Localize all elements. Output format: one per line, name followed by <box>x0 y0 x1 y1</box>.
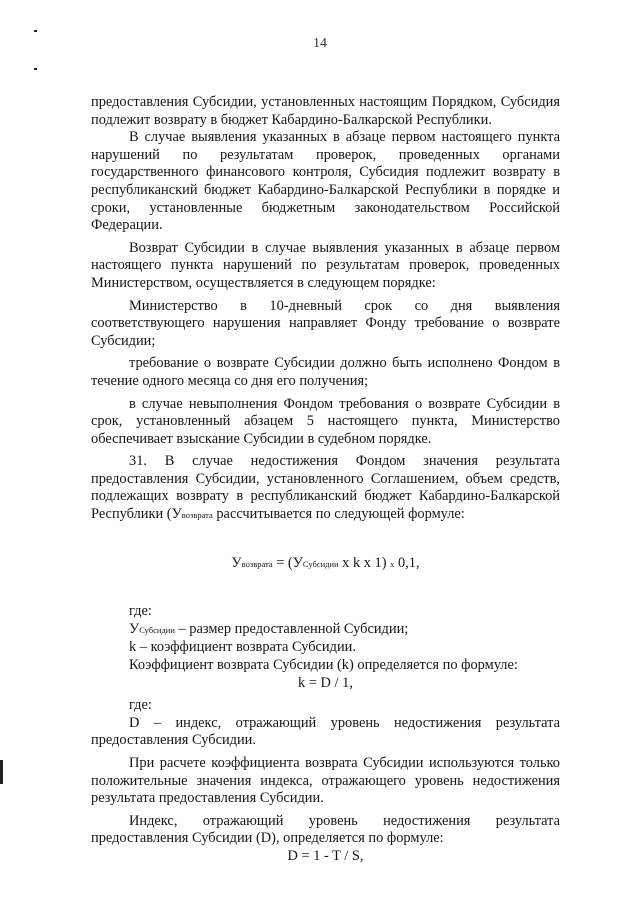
formula-index: D = 1 - T / S, <box>287 847 364 864</box>
page-number: 14 <box>313 36 327 51</box>
paragraph: требование о возврате Субсидии должно быть исполнено Фондом в течение одного месяца со дня его получения; <box>91 355 560 389</box>
paragraph: Министерство в 10-дневный срок со дня выявления соответствующего нарушения направляет Фонду требование о возврате Субсидии; <box>91 297 560 349</box>
document-body <box>91 94 560 866</box>
paragraph-31-tail: рассчитывается по следующей формуле: <box>212 506 465 523</box>
where-label: где: <box>129 697 152 714</box>
definition-symbol: У <box>129 620 140 637</box>
where-label: где: <box>129 603 152 620</box>
formula-part: x k x 1) <box>338 554 391 571</box>
subscript: возврата <box>181 510 213 521</box>
paragraph: Возврат Субсидии в случае выявления указанных в абзаце первом настоящего пункта нарушений по результатам проверок, проведенных Министерством, осуществляется в следующем порядке: <box>91 239 560 291</box>
formula-return-amount <box>91 555 560 574</box>
definition: D – индекс, отражающий уровень недостижения результата предоставления Субсидии. <box>91 714 560 749</box>
scan-mark <box>34 68 37 70</box>
definition-text: – размер предоставленной Субсидии; <box>174 620 409 637</box>
formula-symbol: У <box>231 554 242 571</box>
formula-part: = (У <box>272 554 303 571</box>
paragraph: в случае невыполнения Фондом требования о возврате Субсидии в срок, установленный абзацем 5 настоящего пункта, Министерство обеспечивает взыскание Субсидии в судебном порядке. <box>91 395 560 447</box>
scan-mark <box>0 760 3 784</box>
paragraph-31 <box>91 453 560 524</box>
formula-part: 0,1, <box>394 554 420 571</box>
paragraph: При расчете коэффициента возврата Субсидии используются только положительные значения индекса, отражающего уровень недостижения результата предоставления Субсидии. <box>91 755 560 807</box>
paragraph: Индекс, отражающий уровень недостижения результата предоставления Субсидии (D), определяется по формуле: <box>91 812 560 847</box>
definition-subscript: Субсидии <box>139 624 175 635</box>
formula-subscript: Субсидии <box>302 558 339 569</box>
coefficient-text: Коэффициент возврата Субсидии (k) определяется по формуле: <box>129 657 518 674</box>
formula-subscript: возврата <box>241 558 273 569</box>
paragraph: предоставления Субсидии, установленных настоящим Порядком, Субсидия подлежит возврату в бюджет Кабардино-Балкарской Республики. <box>91 94 560 128</box>
paragraph-31-text: 31. В случае недостижения Фондом значения результата предоставления Субсидии, установленного Соглашением, объем средств, подлежащих возврату в республиканский бюджет Кабардино-Балкарской Республики (У <box>91 453 560 523</box>
definition: k – коэффициент возврата Субсидии. <box>129 639 356 656</box>
scan-mark <box>34 30 37 32</box>
formula-part: x <box>390 558 395 569</box>
paragraph: В случае выявления указанных в абзаце первом настоящего пункта нарушений по результатам проверок, проведенных органами государственного финансового контроля, Субсидия подлежит возврату в республиканский бюджет Кабардино-Балкарской Республики в порядке и сроки, установленные бюджетным законодательством Российской Федерации. <box>91 129 560 234</box>
definition <box>91 621 560 640</box>
formula-coefficient: k = D / 1, <box>298 674 353 691</box>
